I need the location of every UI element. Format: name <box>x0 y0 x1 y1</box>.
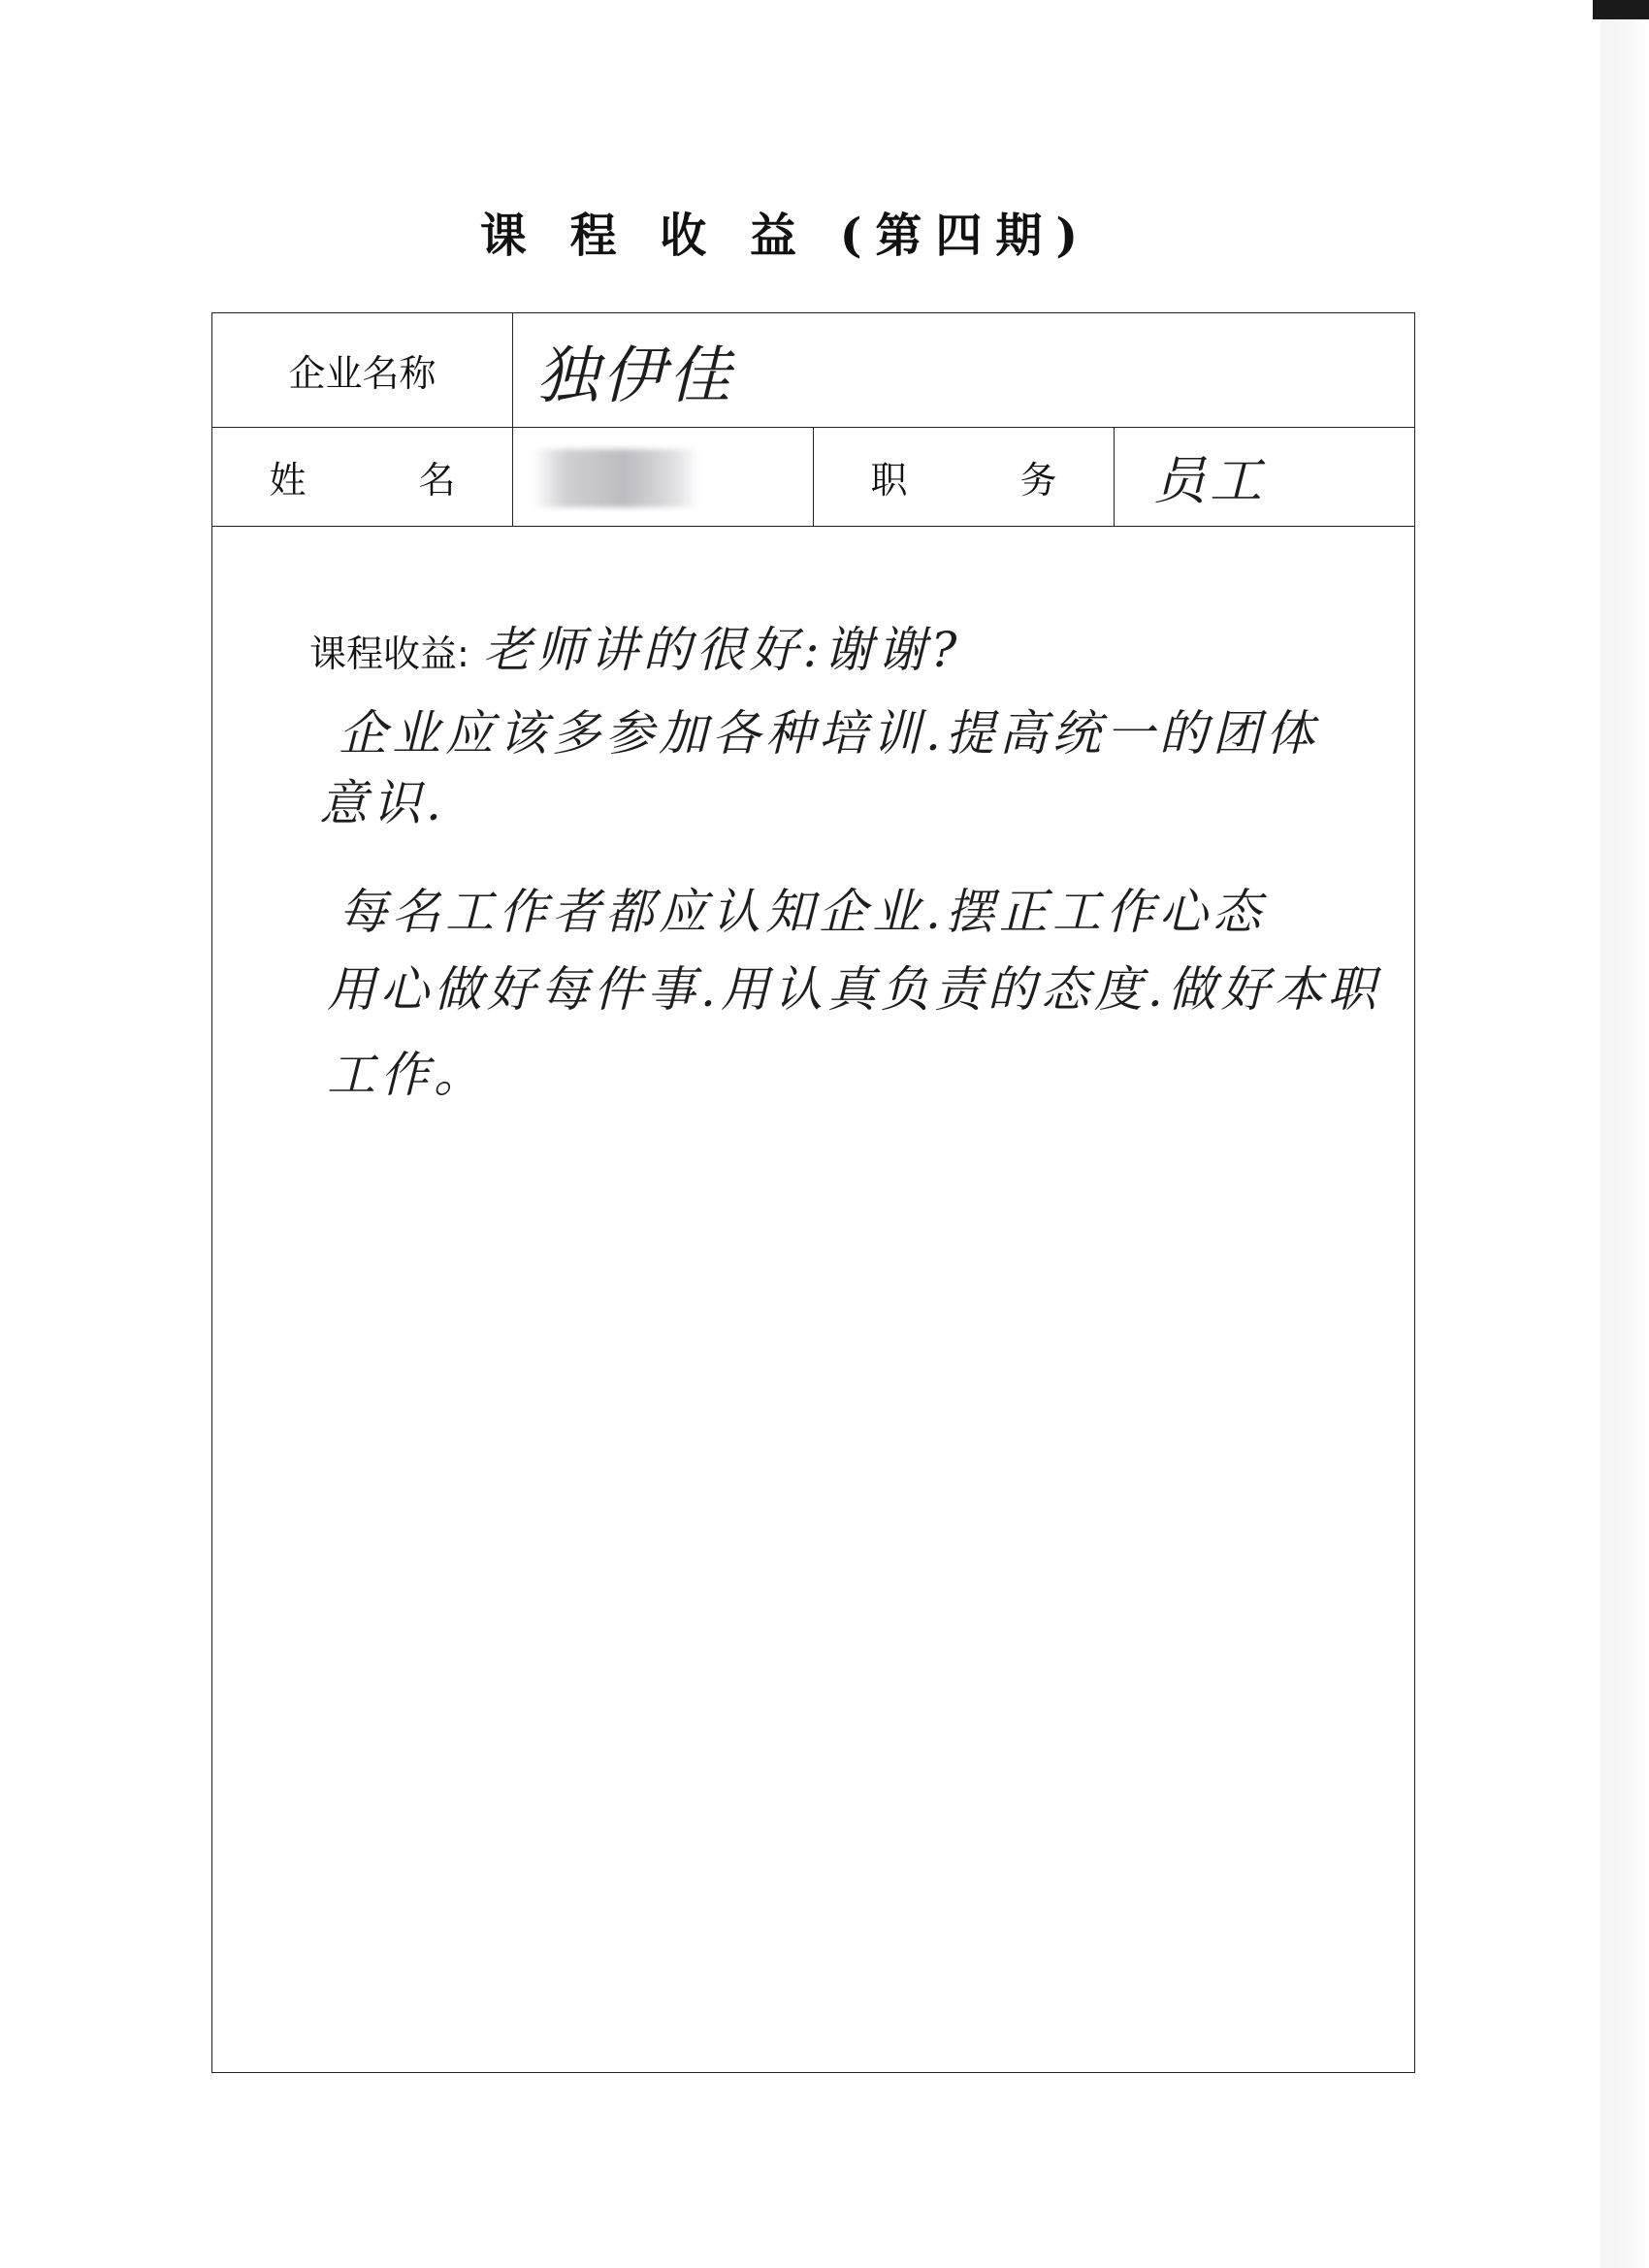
handwritten-line: 企业应该多参加各种培训.提高统一的团体 <box>339 705 1319 761</box>
name-label-text: 姓 名 <box>269 459 506 502</box>
position-value: 员工 <box>1115 428 1415 527</box>
handwritten-line: 每名工作者都应认知企业.摆正工作心态 <box>339 884 1266 940</box>
benefit-row <box>212 527 1415 2073</box>
course-benefit-form <box>211 312 1415 2073</box>
company-value: 独伊佳 <box>513 313 1415 428</box>
company-label: 企业名称 <box>212 313 513 428</box>
handwritten-line: 工作。 <box>327 1047 487 1103</box>
scan-edge-shadow <box>1600 0 1649 2268</box>
handwritten-line: 老师讲的很好:谢谢? <box>482 622 962 678</box>
handwritten-line: 意识. <box>319 775 446 831</box>
page-title: 课 程 收 益 (第四期) <box>479 209 1092 263</box>
handwritten-line: 用心做好每件事.用认真负责的态度.做好本职 <box>327 961 1381 1018</box>
name-value-redacted <box>513 428 814 527</box>
scan-corner-mark <box>1593 0 1649 19</box>
benefit-label: 课程收益: <box>309 632 469 675</box>
name-position-row <box>212 428 1415 527</box>
benefit-cell <box>212 527 1415 2073</box>
redaction-blur <box>533 449 699 507</box>
name-label <box>212 428 513 527</box>
company-row <box>212 313 1415 428</box>
position-label <box>814 428 1115 527</box>
benefit-line-1 <box>309 624 961 677</box>
position-label-text: 职 务 <box>870 459 1108 502</box>
